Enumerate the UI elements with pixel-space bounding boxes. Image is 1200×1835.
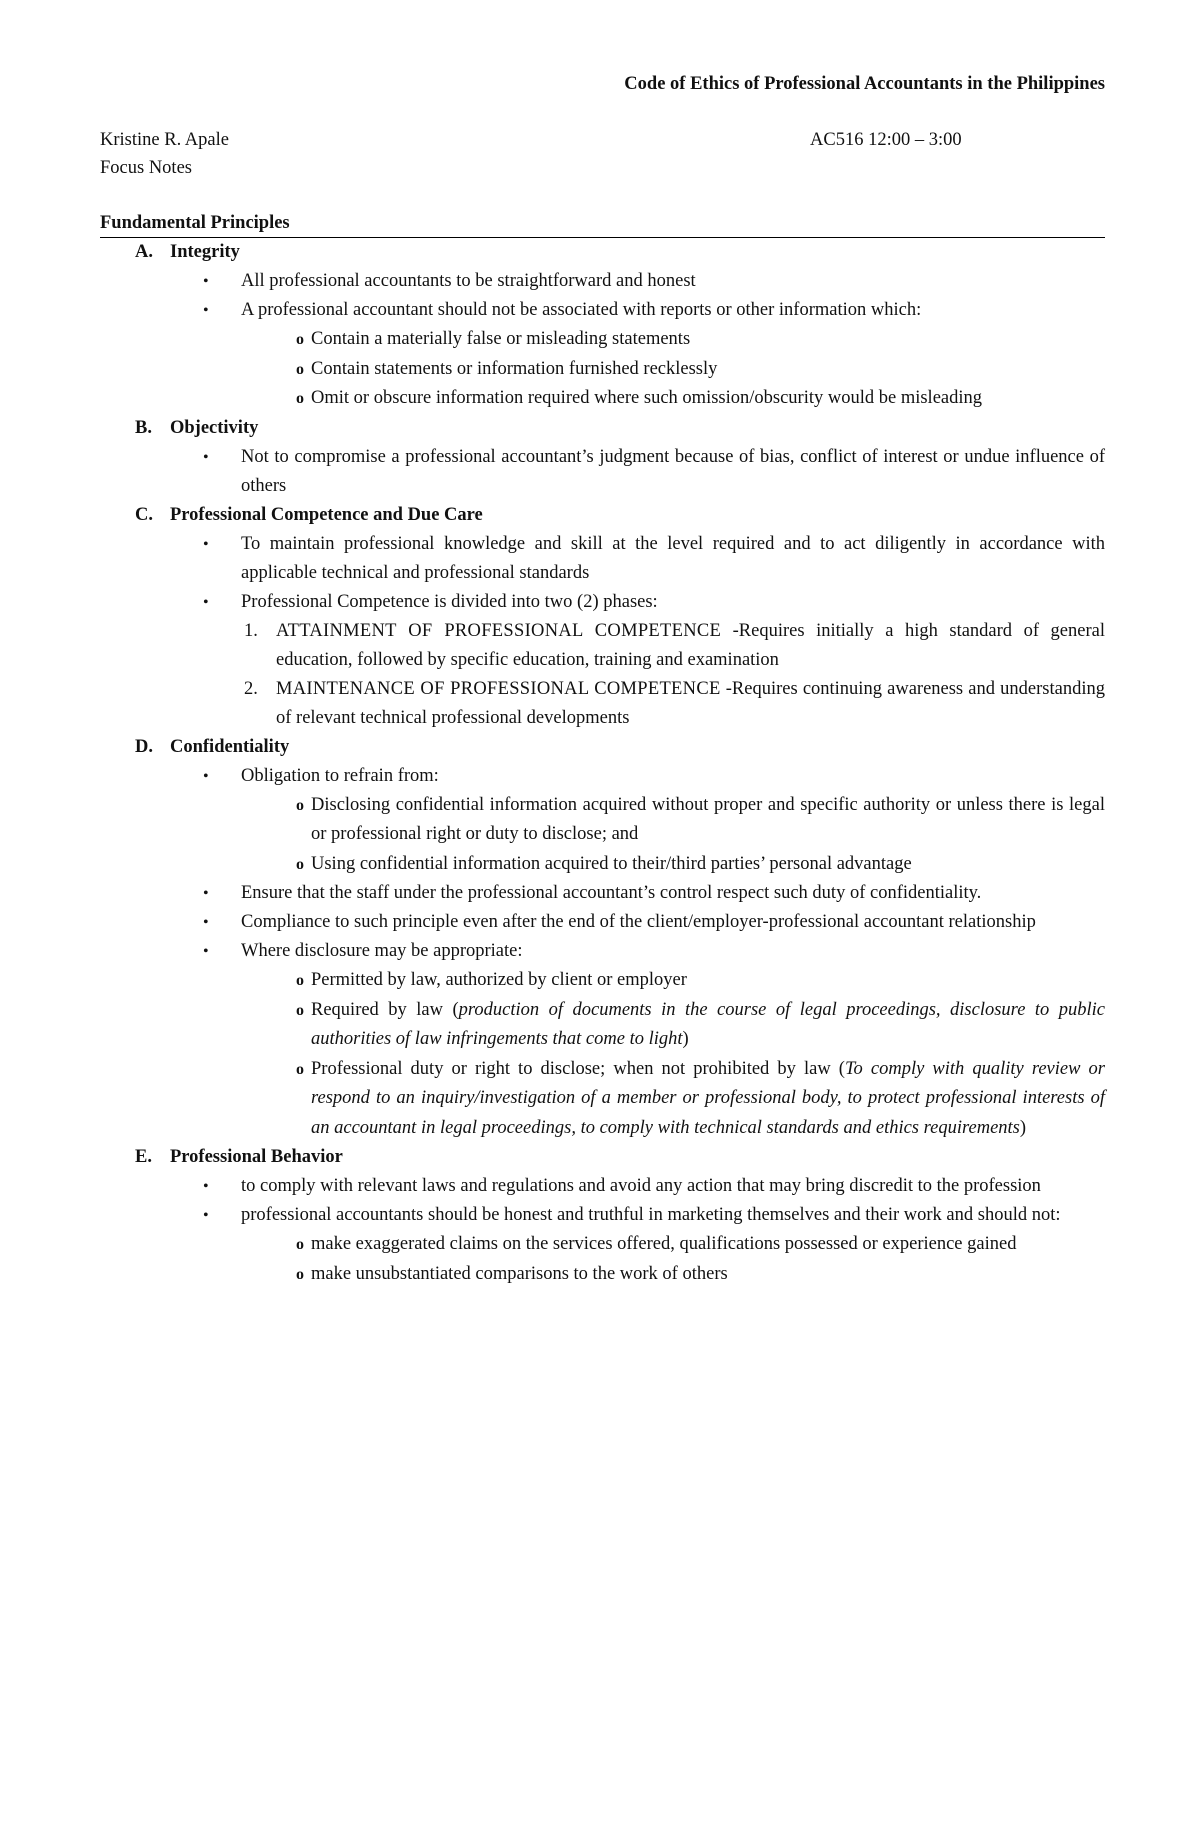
phase-number: 2. [244, 678, 258, 699]
bullet-text: Not to compromise a professional accountant’s judgment because of bias, conflict of interest or undue influence of others [241, 446, 1105, 496]
sub-bullet-icon: o [296, 390, 304, 407]
principle-confidentiality [100, 733, 1105, 1144]
meta-row-author [100, 126, 1105, 154]
sub-text: Using confidential information acquired to their/third parties’ personal advantage [311, 853, 912, 874]
sub-text-italic: production of documents in the course of legal proceedings, disclosure to public authorities of law infringements that come to light [311, 999, 1105, 1049]
document-meta [100, 126, 1105, 182]
phase-number: 1. [244, 620, 258, 641]
document-page [100, 70, 1105, 1289]
phase-heading: MAINTENANCE OF PROFESSIONAL COMPETENCE [276, 678, 721, 699]
principle-title: Professional Competence and Due Care [170, 504, 483, 525]
list-item [170, 879, 1105, 908]
bullet-text: to comply with relevant laws and regulations and avoid any action that may bring discredit to the profession [241, 1176, 1041, 1196]
sub-bullet-icon: o [296, 1236, 304, 1253]
list-item [170, 267, 1105, 296]
sub-list [241, 325, 1105, 414]
principle-letter: E. [135, 1147, 152, 1167]
sub-item [241, 325, 1105, 355]
sub-text: Omit or obscure information required where such omission/obscurity would be misleading [311, 388, 983, 408]
bullet-icon: • [203, 448, 209, 466]
phase-item [170, 675, 1105, 733]
sub-item [241, 1230, 1105, 1260]
sub-item [241, 966, 1105, 996]
bullet-icon: • [203, 767, 209, 785]
bullet-icon: • [203, 302, 209, 319]
principle-title: Objectivity [170, 417, 259, 438]
principle-letter: A. [135, 242, 153, 262]
sub-item [241, 996, 1105, 1055]
sub-text-close: ) [1019, 1117, 1027, 1138]
sub-list [241, 966, 1105, 1143]
sub-bullet-icon: o [296, 360, 304, 378]
sub-item [241, 850, 1105, 880]
principle-title: Confidentiality [170, 736, 290, 757]
bullet-icon: • [203, 273, 209, 290]
sub-bullet-icon: o [296, 1265, 304, 1283]
sub-text: Contain a materially false or misleading statements [311, 329, 691, 349]
bullet-text: Ensure that the staff under the professional accountant’s control respect such duty of confidentiality. [241, 883, 982, 903]
bullet-icon: • [203, 593, 209, 611]
document-title: Code of Ethics of Professional Accountants in the Philippines [624, 74, 1105, 94]
bullet-list [170, 443, 1105, 501]
list-item [170, 937, 1105, 1143]
sub-text: make unsubstantiated comparisons to the work of others [311, 1263, 728, 1284]
principle-title: Professional Behavior [170, 1147, 343, 1167]
phase-list [241, 617, 1105, 733]
bullet-text: Professional Competence is divided into two (2) phases: [241, 591, 658, 612]
sub-text: Disclosing confidential information acquired without proper and specific authority or unless there is legal or professional right or duty to disclose; and [311, 794, 1105, 844]
principle-integrity [100, 238, 1105, 414]
sub-bullet-icon: o [296, 1001, 304, 1019]
sub-list [241, 1230, 1105, 1289]
sub-item [241, 1055, 1105, 1144]
course-schedule: AC516 12:00 – 3:00 [810, 130, 962, 150]
sub-list [241, 791, 1105, 880]
phase-text: -Requires continuing awareness and understanding of relevant technical professional developments [276, 678, 1105, 728]
principles-list [100, 238, 1105, 1289]
list-item [170, 908, 1105, 937]
bullet-text: Compliance to such principle even after the end of the client/employer-professional accountant relationship [241, 912, 1036, 932]
bullet-list [170, 530, 1105, 733]
sub-text: make exaggerated claims on the services offered, qualifications possessed or experience gained [311, 1234, 1017, 1254]
phase-text: -Requires initially a high standard of general education, followed by specific education, training and examination [276, 620, 1105, 670]
author-name: Kristine R. Apale [100, 130, 229, 150]
sub-item [241, 791, 1105, 850]
list-item [170, 530, 1105, 588]
bullet-text: To maintain professional knowledge and skill at the level required and to act diligently in accordance with applicable technical and professional standards [241, 533, 1105, 583]
bullet-list [170, 267, 1105, 414]
list-item [170, 296, 1105, 414]
sub-bullet-icon: o [296, 331, 304, 348]
bullet-text: All professional accountants to be straightforward and honest [241, 271, 696, 291]
sub-item [241, 355, 1105, 385]
sub-text: Professional duty or right to disclose; when not prohibited by law ( [311, 1058, 845, 1079]
bullet-icon: • [203, 1207, 209, 1224]
list-item [170, 588, 1105, 733]
sub-text-italic: To comply with quality review or respond to an inquiry/investigation of a member or professional body, to protect professional interests of an accountant in legal proceedings, to comply with technical standards and ethics requirements [311, 1058, 1105, 1138]
list-item [170, 762, 1105, 880]
sub-item [241, 384, 1105, 414]
principle-letter: B. [135, 417, 152, 438]
sub-bullet-icon: o [296, 1060, 304, 1078]
bullet-text: Obligation to refrain from: [241, 765, 439, 786]
bullet-icon: • [203, 535, 209, 553]
principle-behavior [100, 1143, 1105, 1289]
sub-text-close: ) [682, 1029, 689, 1049]
bullet-list [170, 762, 1105, 1144]
principle-objectivity [100, 414, 1105, 501]
sub-text: Contain statements or information furnished recklessly [311, 358, 718, 379]
sub-item [241, 1260, 1105, 1290]
bullet-text: Where disclosure may be appropriate: [241, 941, 523, 961]
list-item [170, 1172, 1105, 1201]
sub-bullet-icon: o [296, 796, 304, 814]
list-item [170, 443, 1105, 501]
bullet-icon: • [203, 914, 209, 931]
sub-bullet-icon: o [296, 972, 304, 989]
meta-row-subtitle [100, 154, 1105, 182]
document-subtitle: Focus Notes [100, 158, 192, 178]
phase-item [170, 617, 1105, 675]
bullet-icon: • [203, 943, 209, 960]
sub-text: Required by law ( [311, 999, 459, 1020]
principle-competence [100, 501, 1105, 733]
bullet-text: A professional accountant should not be associated with reports or other information which: [241, 300, 922, 320]
phase-heading: ATTAINMENT OF PROFESSIONAL COMPETENCE [276, 620, 722, 641]
principle-letter: D. [135, 736, 153, 757]
bullet-icon: • [203, 885, 209, 902]
principle-title: Integrity [170, 242, 240, 262]
sub-text: Permitted by law, authorized by client or employer [311, 970, 687, 990]
section-heading: Fundamental Principles [100, 210, 1105, 238]
sub-bullet-icon: o [296, 855, 304, 873]
principle-letter: C. [135, 504, 153, 525]
bullet-icon: • [203, 1178, 209, 1195]
list-item [170, 1201, 1105, 1289]
bullet-list [170, 1172, 1105, 1289]
bullet-text: professional accountants should be honest and truthful in marketing themselves and their work and should not: [241, 1205, 1061, 1225]
